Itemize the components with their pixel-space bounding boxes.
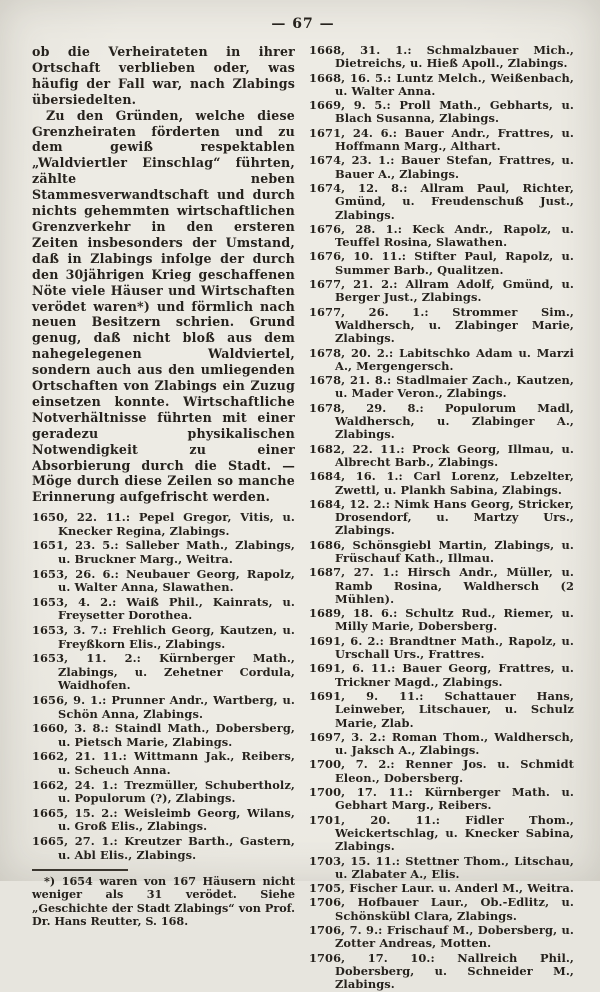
register-entry: 1687, 27. 1.: Hirsch Andr., Müller, u. Ramb Rosina, Waldhersch (2 Mühlen). (309, 565, 574, 606)
register-entry: 1700, 7. 2.: Renner Jos. u. Schmidt Eleon., Dobersberg. (309, 757, 574, 785)
register-entry: 1705, Fischer Laur. u. Anderl M., Weitra. (309, 881, 574, 896)
register-entry: 1650, 22. 11.: Pepel Gregor, Vitis, u. Knecker Regina, Zlabings. (32, 510, 295, 538)
register-entry: 1706, Hofbauer Laur., Ob.-Edlitz, u. Schönskübl Clara, Zlabings. (309, 895, 574, 923)
register-entry: 1686, Schönsgiebl Martin, Zlabings, u. Früschauf Kath., Illmau. (309, 537, 574, 565)
register-entry: 1665, 27. 1.: Kreutzer Barth., Gastern, u. Abl Elis., Zlabings. (32, 833, 295, 862)
register-entry: 1684, 12. 2.: Nimk Hans Georg, Stricker, Drosendorf, u. Martzy Urs., Zlabings. (309, 496, 574, 538)
register-entry: 1678, 29. 8.: Populorum Madl, Waldhersch, u. Zlabinger A., Zlabings. (309, 400, 574, 442)
register-entry: 1706, 17. 10.: Nallreich Phil., Dobersberg, u. Schneider M., Zlabings. (309, 950, 574, 992)
register-entry: 1668, 16. 5.: Luntz Melch., Weißenbach, u. Walter Anna. (309, 70, 574, 98)
register-entry: 1676, 10. 11.: Stifter Paul, Rapolz, u. Summer Barb., Qualitzen. (309, 249, 574, 277)
register-entry: 1662, 21. 11.: Wittmann Jak., Reibers, u. Scheuch Anna. (32, 749, 295, 777)
register-entry: 1684, 16. 1.: Carl Lorenz, Lebzelter, Zwettl, u. Plankh Sabina, Zlabings. (309, 469, 574, 497)
left-column (32, 44, 295, 992)
register-entry: 1682, 22. 11.: Prock Georg, Illmau, u. Albrecht Barb., Zlabings. (309, 441, 574, 469)
register-entry: 1706, 7. 9.: Frischauf M., Dobersberg, u. Zotter Andreas, Motten. (309, 923, 574, 951)
right-column (309, 44, 574, 992)
paragraph-continuation: ob die Verheirateten in ihrer Ortschaft verblieben oder, was häufig der Fall war, nach Zlabings übersiedelten. (32, 44, 295, 107)
register-entry: 1668, 31. 1.: Schmalzbauer Mich., Dietreichs, u. Hieß Apoll., Zlabings. (309, 43, 574, 71)
register-entry: 1691, 6. 11.: Bauer Georg, Frattres, u. Trickner Magd., Zlabings. (309, 661, 574, 689)
register-entry: 1703, 15. 11.: Stettner Thom., Litschau, u. Zlabater A., Elis. (309, 853, 574, 881)
register-entry: 1653, 4. 2.: Waiß Phil., Kainrats, u. Freysetter Dorothea. (32, 594, 295, 623)
register-entry: 1660, 3. 8.: Staindl Math., Dobersberg, u. Pietsch Marie, Zlabings. (32, 721, 295, 749)
register-entry: 1700, 17. 11.: Kürnberger Math. u. Gebhart Marg., Reibers. (309, 785, 574, 813)
register-entry: 1689, 18. 6.: Schultz Rud., Riemer, u. Milly Marie, Dobersberg. (309, 606, 574, 634)
register-entry: 1653, 26. 6.: Neubauer Georg, Rapolz, u. Walter Anna, Slawathen. (32, 566, 295, 595)
register-entry: 1676, 28. 1.: Keck Andr., Rapolz, u. Teuffel Rosina, Slawathen. (309, 221, 574, 250)
register-entry: 1678, 21. 8.: Stadlmaier Zach., Kautzen, u. Mader Veron., Zlabings. (309, 373, 574, 401)
paragraph-grounds: Zu den Gründen, welche diese Grenzheiraten förderten und zu dem gewiß respektablen „Waldviertler Einschlag“ führten, zählte neben Stammesverwandtschaft und durch nichts gehemmten wirtschaftlichen Grenzverkehr in den ersteren Zeiten insbesonders der Umstand, daß in Zlabings infolge der durch den 30jährigen Krieg geschaffenen Nöte viele Häuser und Wirtschaften verödet waren*) und förmlich nach neuen Besitzern schrien. Grund genug, daß nicht bloß aus dem nahegelegenen Waldviertel, sondern auch aus den umliegenden Ortschaften von Zlabings ein Zuzug einsetzen konnte. Wirtschaftliche Notverhältnisse führten mit einer geradezu physikalischen Notwendigkeit zu einer Absorbierung durch die Stadt. — Möge durch diese Zeilen so manche Erinnerung aufgefrischt werden. (32, 107, 295, 505)
register-entry: 1678, 20. 2.: Labitschko Adam u. Marzi A., Mergengersch. (309, 345, 574, 373)
register-entry: 1674, 12. 8.: Allram Paul, Richter, Gmünd, u. Freudenschuß Just., Zlabings. (309, 180, 574, 222)
register-entry: 1674, 23. 1.: Bauer Stefan, Frattres, u. Bauer A., Zlabings. (309, 153, 574, 181)
register-entry: 1677, 26. 1.: Strommer Sim., Waldhersch, u. Zlabinger Marie, Zlabings. (309, 304, 574, 346)
register-entry: 1691, 9. 11.: Schattauer Hans, Leinweber, Litschauer, u. Schulz Marie, Zlab. (309, 688, 574, 730)
register-entry: 1656, 9. 1.: Prunner Andr., Wartberg, u. Schön Anna, Zlabings. (32, 693, 295, 721)
register-entry: 1653, 3. 7.: Frehlich Georg, Kautzen, u. Freyßkorn Elis., Zlabings. (32, 623, 295, 651)
footnote-text: *) 1654 waren von 167 Häusern nicht weniger als 31 verödet. Siehe „Geschichte der Stadt Zlabings“ von Prof. Dr. Hans Reutter, S. 168. (32, 874, 295, 928)
register-entry: 1665, 15. 2.: Weisleimb Georg, Wilans, u. Groß Elis., Zlabings. (32, 805, 295, 834)
register-entry: 1662, 24. 1.: Trezmüller, Schubertholz, u. Populorum (?), Zlabings. (32, 777, 295, 806)
register-entry: 1671, 24. 6.: Bauer Andr., Frattres, u. Hoffmann Marg., Althart. (309, 125, 574, 154)
marriage-register-left (32, 511, 295, 862)
page-number: — 67 — (271, 16, 335, 32)
register-entry: 1697, 3. 2.: Roman Thom., Waldhersch, u. Jaksch A., Zlabings. (309, 729, 574, 758)
marriage-register-right (309, 44, 574, 991)
register-entry: 1653, 11. 2.: Kürnberger Math., Zlabings, u. Zehetner Cordula, Waidhofen. (32, 651, 295, 693)
register-entry: 1651, 23. 5.: Salleber Math., Zlabings, u. Bruckner Marg., Weitra. (32, 538, 295, 567)
register-entry: 1669, 9. 5.: Proll Math., Gebharts, u. Blach Susanna, Zlabings. (309, 98, 574, 126)
register-entry: 1677, 21. 2.: Allram Adolf, Gmünd, u. Berger Just., Zlabings. (309, 277, 574, 305)
two-column-layout (32, 44, 574, 992)
footnote-divider (32, 869, 128, 871)
register-entry: 1701, 20. 11.: Fidler Thom., Weickertschlag, u. Knecker Sabina, Zlabings. (309, 812, 574, 854)
intro-prose (32, 44, 295, 505)
register-entry: 1691, 6. 2.: Brandtner Math., Rapolz, u. Urschall Urs., Frattres. (309, 633, 574, 662)
